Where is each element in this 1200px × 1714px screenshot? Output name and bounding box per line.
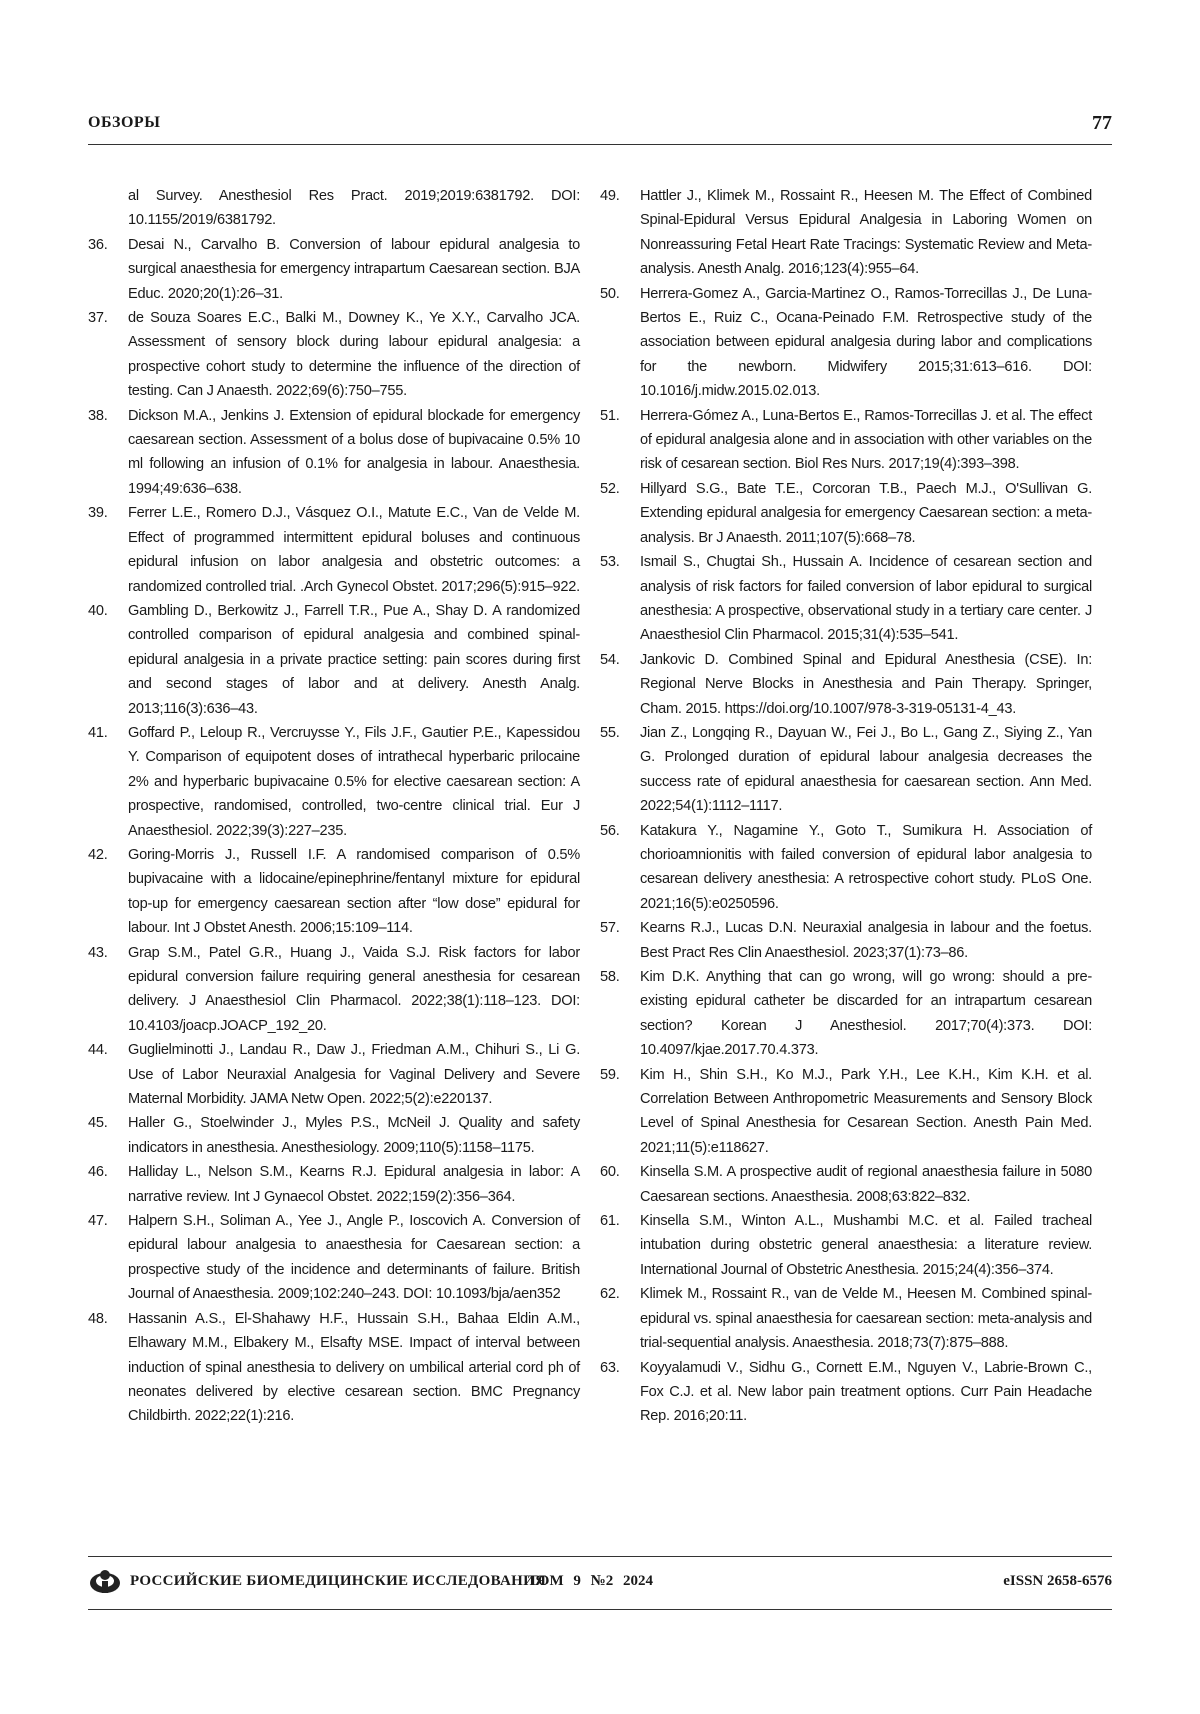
reference-item bbox=[88, 404, 580, 502]
reference-item bbox=[600, 916, 1092, 965]
reference-item bbox=[88, 1307, 580, 1429]
reference-text: Herrera-Gómez A., Luna-Bertos E., Ramos-Torrecillas J. et al. The effect of epidural analgesia alone and in association with other variables on the risk of cesarean section. Biol Res Nurs. 2017;19(4):393–398. bbox=[640, 407, 1092, 473]
reference-text: Ismail S., Chugtai Sh., Hussain A. Incidence of cesarean section and analysis of risk factors for failed conversion of labor epidural to surgical anesthesia: A prospective, observational study in a tertiary care center. J Anaesthesiol Clin Pharmacol. 2015;31(4):535–541. bbox=[640, 554, 1092, 644]
reference-number: 49. bbox=[600, 188, 620, 204]
reference-text: Kinsella S.M., Winton A.L., Mushambi M.C. et al. Failed tracheal intubation during obstetric general anaesthesia: a literature review. International Journal of Obstetric Anesthesia. 2015;24(4):356–374. bbox=[640, 1213, 1092, 1278]
reference-text: Jian Z., Longqing R., Dayuan W., Fei J., Bo L., Gang Z., Siying Z., Yan G. Prolonged duration of epidural labour analgesia decreases the success rate of epidural anaesthesia for caesarean section. Ann Med. 2022;54(1):1112–1117. bbox=[640, 724, 1092, 815]
reference-number: 51. bbox=[600, 407, 620, 424]
reference-number: 56. bbox=[600, 822, 620, 839]
page-header bbox=[88, 110, 1112, 145]
reference-item bbox=[88, 1038, 580, 1111]
reference-number: 41. bbox=[88, 724, 108, 741]
reference-text: Kim H., Shin S.H., Ko M.J., Park Y.H., Lee K.H., Kim K.H. et al. Correlation Between Anthropometric Measurements and Sensory Block Level of Spinal Anesthesia for Cesarean Section. Anesth Pain Med. 2021;11(5):e118627. bbox=[640, 1066, 1092, 1156]
reference-number: 62. bbox=[600, 1286, 620, 1303]
reference-number: 46. bbox=[88, 1164, 108, 1181]
reference-text: Halliday L., Nelson S.M., Kearns R.J. Epidural analgesia in labor: A narrative review. Int J Gynaecol Obstet. 2022;159(2):356–364. bbox=[128, 1164, 580, 1205]
reference-number: 38. bbox=[88, 407, 108, 424]
reference-number: 52. bbox=[600, 480, 620, 497]
reference-number: 55. bbox=[600, 724, 620, 741]
reference-text: Herrera-Gomez A., Garcia-Martinez O., Ramos-Torrecillas J., De Luna-Bertos E., Ruiz C., Ocana-Peinado F.M. Retrospective study of the association between epidural analgesia during labor and complications for the newborn. Midwifery 2015;31:613–616. DOI: 10.1016/j.midw.2015.02.013. bbox=[640, 285, 1092, 400]
reference-text: Katakura Y., Nagamine Y., Goto T., Sumikura H. Association of chorioamnionitis with failed conversion of epidural labor analgesia to cesarean delivery anesthesia: A retrospective cohort study. PLoS One. 2021;16(5):e0250596. bbox=[640, 822, 1092, 912]
reference-item bbox=[600, 477, 1092, 550]
reference-number: 59. bbox=[600, 1066, 620, 1083]
reference-text: Jankovic D. Combined Spinal and Epidural Anesthesia (CSE). In: Regional Nerve Blocks in Anesthesia and Pain Therapy. Springer, Cham. 2015. https://doi.org/10.1007/978-3-319-05131-4_43. bbox=[640, 651, 1092, 717]
reference-text: Kim D.K. Anything that can go wrong, will go wrong: should a pre-existing epidural catheter be discarded for an intrapartum cesarean section? Korean J Anesthesiol. 2017;70(4):373. DOI: 10.4097/kjae.2017.70.4.373. bbox=[640, 969, 1092, 1059]
reference-item bbox=[600, 1282, 1092, 1355]
reference-item bbox=[600, 1209, 1092, 1282]
reference-item bbox=[600, 648, 1092, 721]
reference-number: 54. bbox=[600, 651, 620, 668]
reference-item bbox=[600, 965, 1092, 1063]
reference-number: 48. bbox=[88, 1310, 108, 1327]
reference-text: Halpern S.H., Soliman A., Yee J., Angle P., Ioscovich A. Conversion of epidural labour analgesia to anaesthesia for Caesarean section: a prospective study of the incidence and determinants of failure. British Journal of Anaesthesia. 2009;102:240–243. DOI: 10.1093/bja/aen352 bbox=[128, 1213, 580, 1303]
reference-item bbox=[88, 501, 580, 599]
reference-item bbox=[600, 819, 1092, 917]
reference-number: 39. bbox=[88, 505, 108, 522]
reference-item bbox=[88, 1209, 580, 1307]
journal-logo-icon bbox=[88, 1569, 122, 1595]
reference-number: 47. bbox=[88, 1213, 108, 1230]
reference-text: Hattler J., Klimek M., Rossaint R., Heesen M. The Effect of Combined Spinal-Epidural Versus Epidural Analgesia in Laboring Women on Nonreassuring Fetal Heart Rate Tracings: Systematic Review and Meta-analysis. Anesth Analg. 2016;123(4):955–64. bbox=[640, 188, 1092, 278]
reference-number: 50. bbox=[600, 285, 620, 302]
reference-item bbox=[88, 843, 580, 941]
reference-text: Kearns R.J., Lucas D.N. Neuraxial analgesia in labour and the foetus. Best Pract Res Clin Anaesthesiol. 2023;37(1):73–86. bbox=[640, 920, 1092, 961]
reference-text: Haller G., Stoelwinder J., Myles P.S., McNeil J. Quality and safety indicators in anesthesia. Anesthesiology. 2009;110(5):1158–1175. bbox=[128, 1115, 580, 1156]
reference-number: 37. bbox=[88, 310, 108, 327]
page-number: 77 bbox=[1092, 112, 1112, 134]
volume-issue: ТОМ 9 №2 2024 bbox=[528, 1573, 653, 1589]
reference-item bbox=[88, 306, 580, 404]
reference-number: 36. bbox=[88, 236, 108, 253]
reference-number: 43. bbox=[88, 944, 108, 961]
reference-item bbox=[600, 550, 1092, 648]
reference-text: Klimek M., Rossaint R., van de Velde M., Heesen M. Combined spinal-epidural vs. spinal anaesthesia for caesarean section: meta-analysis and trial-sequential analysis. Anaesthesia. 2018;73(7):875–888. bbox=[640, 1286, 1092, 1352]
reference-item bbox=[600, 1356, 1092, 1429]
reference-text: Hassanin A.S., El-Shahawy H.F., Hussain S.H., Bahaa Eldin A.M., Elhawary M.M., Elbakery M., Elsafty MSE. Impact of interval between induction of spinal anesthesia to delivery on umbilical arterial cord ph of neonates delivered by elective cesarean section. BMC Pregnancy Childbirth. 2022;22(1):216. bbox=[128, 1310, 580, 1425]
reference-item bbox=[88, 1111, 580, 1160]
reference-number: 40. bbox=[88, 602, 108, 619]
page-footer bbox=[88, 1556, 1112, 1610]
reference-item bbox=[600, 282, 1092, 404]
reference-number: 60. bbox=[600, 1164, 620, 1181]
reference-text: Goring-Morris J., Russell I.F. A randomised comparison of 0.5% bupivacaine with a lidocaine/epinephrine/fentanyl mixture for epidural top-up for emergency caesarean section after “low dose” epidural for labour. Int J Obstet Anesth. 2006;15:109–114. bbox=[128, 846, 580, 937]
reference-item bbox=[88, 599, 580, 721]
reference-number: 42. bbox=[88, 846, 108, 863]
reference-number: 45. bbox=[88, 1115, 108, 1132]
reference-item bbox=[88, 721, 580, 843]
reference-text: Kinsella S.M. A prospective audit of regional anaesthesia failure in 5080 Caesarean sections. Anaesthesia. 2008;63:822–832. bbox=[640, 1164, 1092, 1205]
reference-item bbox=[600, 1063, 1092, 1161]
reference-text: de Souza Soares E.C., Balki M., Downey K., Ye X.Y., Carvalho JCA. Assessment of sensory block during labour epidural analgesia: a prospective cohort study to determine the influence of the direction of testing. Can J Anaesth. 2022;69(6):750–755. bbox=[128, 310, 580, 400]
reference-number: 61. bbox=[600, 1213, 620, 1230]
reference-text: Koyyalamudi V., Sidhu G., Cornett E.M., Nguyen V., Labrie-Brown C., Fox C.J. et al. New labor pain treatment options. Curr Pain Headache Rep. 2016;20:11. bbox=[640, 1359, 1092, 1425]
reference-text: Gambling D., Berkowitz J., Farrell T.R., Pue A., Shay D. A randomized controlled comparison of epidural analgesia and combined spinal-epidural analgesia in a private practice setting: pain scores during first and second stages of labor and at delivery. Anesth Analg. 2013;116(3):636–43. bbox=[128, 602, 580, 717]
reference-text: Ferrer L.E., Romero D.J., Vásquez O.I., Matute E.C., Van de Velde M. Effect of programmed intermittent epidural boluses and continuous epidural infusion on labor analgesia and obstetric outcomes: a randomized controlled trial. .Arch Gynecol Obstet. 2017;296(5):915–922. bbox=[128, 505, 580, 595]
reference-number: 58. bbox=[600, 969, 620, 985]
reference-text: al Survey. Anesthesiol Res Pract. 2019;2019:6381792. DOI: 10.1155/2019/6381792. bbox=[128, 188, 580, 229]
right-reference-column bbox=[600, 184, 1092, 1429]
issn: eISSN 2658-6576 bbox=[1003, 1573, 1112, 1589]
reference-text: Hillyard S.G., Bate T.E., Corcoran T.B., Paech M.J., O'Sullivan G. Extending epidural analgesia for emergency Caesarean section: a meta-analysis. Br J Anaesth. 2011;107(5):668–78. bbox=[640, 480, 1092, 546]
reference-text: Guglielminotti J., Landau R., Daw J., Friedman A.M., Chihuri S., Li G. Use of Labor Neuraxial Analgesia for Vaginal Delivery and Severe Maternal Morbidity. JAMA Netw Open. 2022;5(2):e220137. bbox=[128, 1042, 580, 1108]
section-title: ОБЗОРЫ bbox=[88, 114, 161, 131]
reference-text: Goffard P., Leloup R., Vercruysse Y., Fils J.F., Gautier P.E., Kapessidou Y. Comparison of equipotent doses of intrathecal hyperbaric prilocaine 2% and hyperbaric bupivacaine 0.5% for elective caesarean section: A prospective, randomised, controlled, two-centre clinical trial. Eur J Anaesthesiol. 2022;39(3):227–235. bbox=[128, 724, 580, 839]
reference-item bbox=[88, 184, 580, 233]
reference-number: 44. bbox=[88, 1042, 108, 1059]
journal-title: РОССИЙСКИЕ БИОМЕДИЦИНСКИЕ ИССЛЕДОВАНИЯ bbox=[130, 1573, 547, 1589]
reference-item bbox=[88, 941, 580, 1039]
reference-item bbox=[88, 233, 580, 306]
reference-number: 53. bbox=[600, 554, 620, 571]
reference-text: Dickson M.A., Jenkins J. Extension of epidural blockade for emergency caesarean section. Assessment of a bolus dose of bupivacaine 0.5% 10 ml following an infusion of 0.1% for analgesia in labour. Anaesthesia. 1994;49:636–638. bbox=[128, 407, 580, 497]
reference-number: 57. bbox=[600, 920, 620, 937]
reference-item bbox=[600, 1160, 1092, 1209]
reference-item bbox=[88, 1160, 580, 1209]
reference-item bbox=[600, 404, 1092, 477]
reference-item bbox=[600, 184, 1092, 282]
reference-item bbox=[600, 721, 1092, 819]
reference-text: Desai N., Carvalho B. Conversion of labour epidural analgesia to surgical anaesthesia for emergency intrapartum Caesarean section. BJA Educ. 2020;20(1):26–31. bbox=[128, 236, 580, 302]
reference-text: Grap S.M., Patel G.R., Huang J., Vaida S.J. Risk factors for labor epidural conversion failure requiring general anesthesia for cesarean delivery. J Anaesthesiol Clin Pharmacol. 2022;38(1):118–123. DOI: 10.4103/joacp.JOACP_192_20. bbox=[128, 944, 580, 1034]
reference-number: 63. bbox=[600, 1359, 620, 1376]
left-reference-column bbox=[88, 184, 580, 1429]
